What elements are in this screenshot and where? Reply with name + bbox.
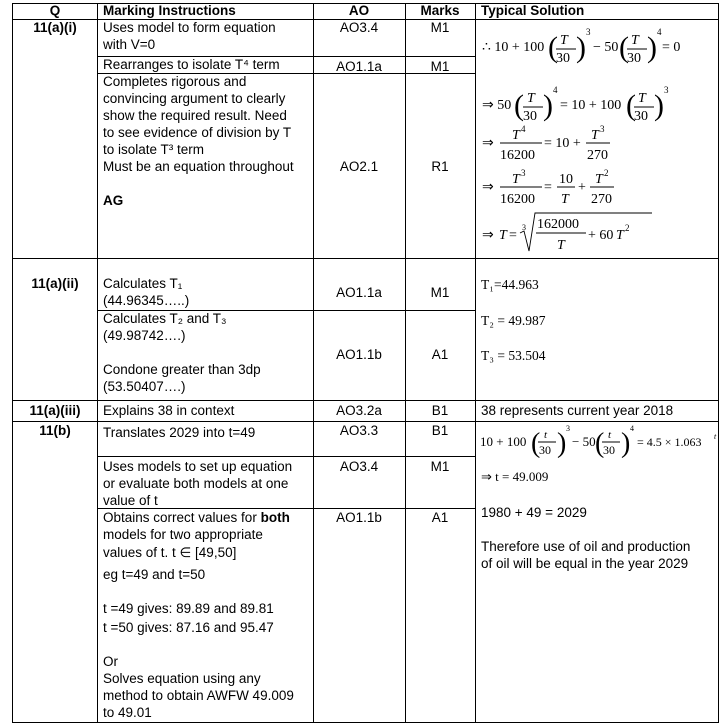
svg-text:3: 3	[566, 424, 570, 433]
mark-11b-1: B1	[431, 423, 449, 438]
svg-text:2: 2	[625, 223, 630, 233]
svg-text:= 4.5 × 1.063: = 4.5 × 1.063	[637, 435, 702, 449]
svg-text:T: T	[561, 192, 569, 207]
svg-text:10 + 100: 10 + 100	[480, 434, 527, 449]
header-q: Q	[49, 3, 61, 18]
svg-text:=: =	[509, 228, 517, 243]
svg-text:T: T	[631, 33, 639, 48]
svg-text:T: T	[499, 228, 507, 243]
mark-11b-2: M1	[430, 459, 450, 474]
svg-text:⇒ 50: ⇒ 50	[482, 98, 512, 113]
svg-text:T: T	[527, 91, 535, 106]
svg-text:): )	[654, 89, 664, 122]
svg-text:= 0: = 0	[662, 40, 681, 55]
svg-text:(: (	[595, 428, 605, 458]
ao-11aiii: AO3.2a	[336, 403, 382, 418]
svg-text:− 50: − 50	[572, 434, 596, 449]
svg-text:270: 270	[591, 192, 612, 207]
header-ao: AO	[348, 3, 370, 18]
ao-11ai-1: AO3.4	[339, 20, 379, 35]
svg-text:30: 30	[556, 51, 570, 66]
svg-text:4: 4	[657, 27, 662, 37]
solution-year-calc: 1980 + 49 = 2029	[481, 505, 587, 520]
svg-text:4: 4	[553, 85, 558, 95]
svg-text:2: 2	[604, 168, 609, 178]
svg-text:): )	[557, 428, 567, 458]
svg-text:T: T	[560, 33, 568, 48]
svg-text:4: 4	[630, 424, 634, 433]
solution-t-value: ⇒ t = 49.009	[481, 469, 549, 484]
ao-11b-3: AO1.1b	[336, 510, 382, 525]
svg-text:=: =	[544, 180, 552, 195]
svg-text:): )	[576, 31, 586, 64]
instruction-explains-38: Explains 38 in context	[103, 403, 235, 418]
svg-text:30: 30	[627, 51, 641, 66]
mark-11ai-1: M1	[430, 20, 450, 35]
instruction-with-v0: with V=0	[103, 37, 156, 52]
svg-text:3: 3	[522, 223, 526, 232]
mark-11aiii: B1	[431, 403, 449, 418]
svg-text:16200: 16200	[500, 192, 535, 207]
svg-text:⇒: ⇒	[482, 228, 494, 243]
svg-text:16200: 16200	[500, 148, 535, 163]
question-11aii: 11(a)(ii)	[31, 276, 79, 291]
svg-text:t: t	[608, 429, 612, 441]
solution-38-context: 38 represents current year 2018	[481, 403, 674, 418]
header-marking-instructions: Marking Instructions	[103, 3, 236, 18]
svg-text:): )	[647, 31, 657, 64]
question-11aiii: 11(a)(iii)	[29, 403, 81, 418]
svg-text:(: (	[514, 89, 524, 122]
mark-11ai-2: M1	[430, 59, 450, 74]
header-typical-solution: Typical Solution	[481, 3, 585, 18]
svg-text:+ 60: + 60	[588, 228, 614, 243]
svg-text:(: (	[626, 89, 636, 122]
svg-text:⇒: ⇒	[482, 180, 494, 195]
question-11b: 11(b)	[39, 423, 71, 438]
svg-text:30: 30	[634, 109, 648, 124]
svg-text:= 10 +: = 10 +	[544, 136, 581, 151]
ao-11aii-2: AO1.1b	[336, 347, 382, 362]
svg-text:): )	[621, 428, 631, 458]
svg-text:3: 3	[521, 168, 526, 178]
svg-text:(: (	[548, 31, 558, 64]
svg-text:∴ 10 + 100: ∴ 10 + 100	[482, 40, 545, 55]
svg-text:30: 30	[523, 109, 537, 124]
svg-text:= 10 + 100: = 10 + 100	[560, 98, 622, 113]
svg-text:t: t	[544, 429, 548, 441]
question-11ai: 11(a)(i)	[33, 20, 77, 35]
ao-11ai-2: AO1.1a	[336, 59, 382, 74]
svg-text:4: 4	[521, 124, 526, 134]
svg-text:30: 30	[539, 443, 551, 457]
svg-text:270: 270	[587, 148, 608, 163]
svg-text:T: T	[616, 228, 624, 243]
instruction-isolate-t4: Rearranges to isolate T⁴ term	[103, 57, 280, 72]
ao-11b-1: AO3.3	[339, 423, 379, 438]
svg-text:T: T	[595, 172, 603, 187]
instruction-translates-2029: Translates 2029 into t=49	[103, 425, 256, 440]
solution-t2: T₂ = 49.987	[481, 313, 546, 328]
svg-text:(: (	[619, 31, 629, 64]
answer-given-ag: AG	[103, 193, 124, 208]
mark-11b-3: A1	[431, 510, 449, 525]
svg-text:T: T	[557, 238, 565, 253]
svg-text:3: 3	[586, 27, 591, 37]
svg-text:− 50: − 50	[593, 40, 619, 55]
mark-11ai-3: R1	[431, 159, 449, 174]
instruction-form-equation: Uses model to form equation	[103, 20, 276, 35]
svg-text:⇒: ⇒	[482, 136, 494, 151]
solution-t3: T₃ = 53.504	[481, 348, 546, 363]
svg-text:10: 10	[559, 172, 573, 187]
svg-text:T: T	[512, 172, 520, 187]
svg-text:T: T	[638, 91, 646, 106]
ao-11aii-1: AO1.1a	[336, 285, 382, 300]
ao-11b-2: AO3.4	[339, 459, 379, 474]
svg-text:): )	[543, 89, 553, 122]
solution-t1: T₁=44.963	[481, 277, 539, 292]
svg-text:3: 3	[664, 85, 669, 95]
svg-text:T: T	[512, 128, 520, 143]
mark-11aii-1: M1	[430, 285, 450, 300]
ao-11ai-3: AO2.1	[339, 159, 379, 174]
svg-text:30: 30	[603, 443, 615, 457]
mark-11aii-2: A1	[431, 347, 449, 362]
header-marks: Marks	[420, 3, 460, 18]
svg-text:(: (	[531, 428, 541, 458]
svg-text:T: T	[591, 128, 599, 143]
svg-text:t: t	[714, 432, 717, 441]
svg-text:3: 3	[600, 124, 605, 134]
svg-text:+: +	[578, 180, 586, 195]
svg-text:162000: 162000	[537, 217, 579, 232]
